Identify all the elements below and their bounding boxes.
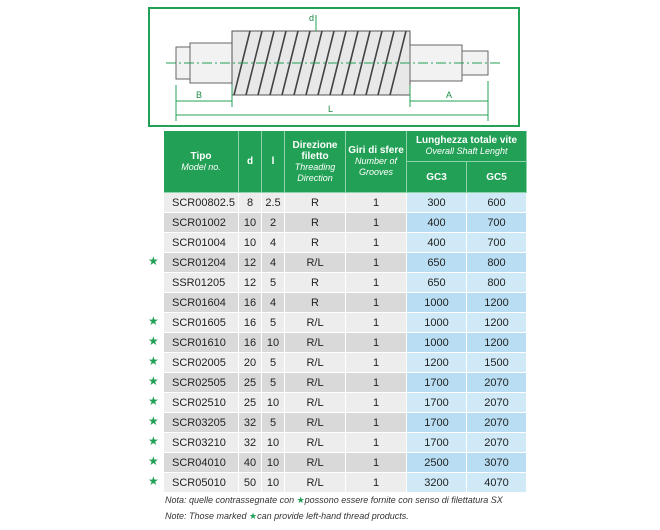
table-row (164, 213, 527, 233)
cell-dir: R/L (285, 393, 346, 413)
star-icon: ★ (249, 511, 258, 521)
cell-gc3: 400 (407, 233, 467, 253)
cell-giri: 1 (346, 253, 407, 273)
header-d: d (239, 131, 262, 193)
dim-a-label: A (446, 90, 453, 100)
header-grooves: Giri di sfere Number of Grooves (346, 131, 407, 193)
cell-d: 16 (239, 313, 262, 333)
cell-d: 32 (239, 433, 262, 453)
table-row (164, 233, 527, 253)
cell-giri: 1 (346, 433, 407, 453)
cell-gc3: 650 (407, 253, 467, 273)
cell-gc3: 1700 (407, 433, 467, 453)
cell-gc5: 2070 (467, 373, 527, 393)
cell-l: 5 (262, 313, 285, 333)
header-length: Lunghezza totale vite Overall Shaft Lenght (407, 131, 527, 162)
cell-l: 5 (262, 413, 285, 433)
cell-model: SSR01205 (164, 273, 239, 293)
header-gc3: GC3 (407, 162, 467, 193)
cell-gc3: 1700 (407, 413, 467, 433)
cell-d: 40 (239, 453, 262, 473)
cell-dir: R/L (285, 353, 346, 373)
cell-gc3: 1000 (407, 333, 467, 353)
cell-giri: 1 (346, 213, 407, 233)
table-row (164, 273, 527, 293)
cell-l: 4 (262, 253, 285, 273)
cell-d: 16 (239, 333, 262, 353)
cell-gc3: 3200 (407, 473, 467, 493)
cell-l: 4 (262, 293, 285, 313)
cell-gc5: 1200 (467, 333, 527, 353)
cell-giri: 1 (346, 233, 407, 253)
cell-giri: 1 (346, 293, 407, 313)
cell-model: SCR01605 (164, 313, 239, 333)
cell-dir: R/L (285, 413, 346, 433)
cell-l: 5 (262, 273, 285, 293)
cell-gc3: 1200 (407, 353, 467, 373)
cell-dir: R (285, 193, 346, 213)
left-hand-star-icon: ★ (148, 314, 159, 328)
cell-l: 2 (262, 213, 285, 233)
cell-gc5: 700 (467, 213, 527, 233)
cell-l: 10 (262, 453, 285, 473)
header-tipo: Tipo Model no. (164, 131, 239, 193)
cell-giri: 1 (346, 273, 407, 293)
cell-model: SCR04010 (164, 453, 239, 473)
cell-model: SCR03205 (164, 413, 239, 433)
left-hand-star-icon: ★ (148, 474, 159, 488)
cell-model: SCR01004 (164, 233, 239, 253)
left-hand-star-icon: ★ (148, 334, 159, 348)
screw-spec-table (164, 131, 527, 493)
cell-gc3: 2500 (407, 453, 467, 473)
cell-dir: R (285, 293, 346, 313)
header-direction: Direzione filetto Threading Direction (285, 131, 346, 193)
cell-gc3: 650 (407, 273, 467, 293)
left-hand-star-icon: ★ (148, 254, 159, 268)
cell-l: 5 (262, 373, 285, 393)
note-italian: Nota: quelle contrassegnate con ★possono essere fornite con senso di filettatura SX (165, 495, 503, 505)
cell-dir: R/L (285, 373, 346, 393)
cell-giri: 1 (346, 333, 407, 353)
cell-model: SCR01002 (164, 213, 239, 233)
cell-gc5: 800 (467, 273, 527, 293)
table-row (164, 393, 527, 413)
cell-dir: R/L (285, 253, 346, 273)
cell-gc3: 400 (407, 213, 467, 233)
cell-giri: 1 (346, 473, 407, 493)
cell-gc5: 2070 (467, 433, 527, 453)
cell-model: SCR05010 (164, 473, 239, 493)
cell-dir: R/L (285, 433, 346, 453)
cell-gc5: 700 (467, 233, 527, 253)
cell-l: 10 (262, 393, 285, 413)
cell-gc3: 1000 (407, 313, 467, 333)
cell-dir: R/L (285, 333, 346, 353)
cell-gc3: 1700 (407, 393, 467, 413)
cell-gc5: 2070 (467, 413, 527, 433)
dim-d-label: d (309, 13, 315, 23)
cell-giri: 1 (346, 313, 407, 333)
cell-l: 2.5 (262, 193, 285, 213)
cell-model: SCR02005 (164, 353, 239, 373)
cell-d: 12 (239, 273, 262, 293)
table-row (164, 413, 527, 433)
note-english: Note: Those marked ★can provide left-hand thread products. (165, 511, 409, 521)
table-row (164, 373, 527, 393)
cell-l: 10 (262, 333, 285, 353)
left-hand-star-icon: ★ (148, 354, 159, 368)
cell-dir: R/L (285, 453, 346, 473)
table-row (164, 473, 527, 493)
cell-d: 20 (239, 353, 262, 373)
table-row (164, 333, 527, 353)
table-row (164, 253, 527, 273)
cell-giri: 1 (346, 453, 407, 473)
screw-drawing (150, 9, 518, 125)
cell-l: 10 (262, 433, 285, 453)
cell-gc5: 1200 (467, 313, 527, 333)
header-l: l (262, 131, 285, 193)
left-hand-star-icon: ★ (148, 454, 159, 468)
cell-gc3: 300 (407, 193, 467, 213)
table-row (164, 193, 527, 213)
cell-gc5: 3070 (467, 453, 527, 473)
cell-gc5: 2070 (467, 393, 527, 413)
cell-giri: 1 (346, 413, 407, 433)
screw-diagram (148, 7, 520, 127)
cell-d: 25 (239, 373, 262, 393)
cell-model: SCR01610 (164, 333, 239, 353)
cell-giri: 1 (346, 193, 407, 213)
cell-d: 50 (239, 473, 262, 493)
cell-dir: R/L (285, 473, 346, 493)
cell-l: 4 (262, 233, 285, 253)
cell-d: 10 (239, 213, 262, 233)
cell-gc5: 4070 (467, 473, 527, 493)
cell-model: SCR00802.5 (164, 193, 239, 213)
left-hand-star-icon: ★ (148, 374, 159, 388)
cell-dir: R (285, 233, 346, 253)
cell-d: 8 (239, 193, 262, 213)
cell-dir: R/L (285, 313, 346, 333)
cell-dir: R (285, 213, 346, 233)
table-row (164, 293, 527, 313)
cell-d: 10 (239, 233, 262, 253)
table-row (164, 353, 527, 373)
cell-d: 16 (239, 293, 262, 313)
header-gc5: GC5 (467, 162, 527, 193)
cell-gc5: 800 (467, 253, 527, 273)
left-hand-star-icon: ★ (148, 394, 159, 408)
left-hand-star-icon: ★ (148, 414, 159, 428)
cell-gc5: 1200 (467, 293, 527, 313)
cell-d: 32 (239, 413, 262, 433)
cell-model: SCR02510 (164, 393, 239, 413)
cell-gc5: 1500 (467, 353, 527, 373)
cell-giri: 1 (346, 393, 407, 413)
cell-model: SCR01204 (164, 253, 239, 273)
cell-gc3: 1000 (407, 293, 467, 313)
cell-giri: 1 (346, 353, 407, 373)
cell-l: 5 (262, 353, 285, 373)
cell-d: 25 (239, 393, 262, 413)
cell-giri: 1 (346, 373, 407, 393)
dim-b-label: B (196, 90, 203, 100)
cell-model: SCR01604 (164, 293, 239, 313)
cell-model: SCR02505 (164, 373, 239, 393)
dim-l-label: L (328, 104, 334, 114)
cell-d: 12 (239, 253, 262, 273)
cell-l: 10 (262, 473, 285, 493)
table-row (164, 453, 527, 473)
cell-gc5: 600 (467, 193, 527, 213)
cell-dir: R (285, 273, 346, 293)
cell-gc3: 1700 (407, 373, 467, 393)
cell-model: SCR03210 (164, 433, 239, 453)
star-icon: ★ (296, 495, 305, 505)
left-hand-star-icon: ★ (148, 434, 159, 448)
table-row (164, 433, 527, 453)
table-row (164, 313, 527, 333)
